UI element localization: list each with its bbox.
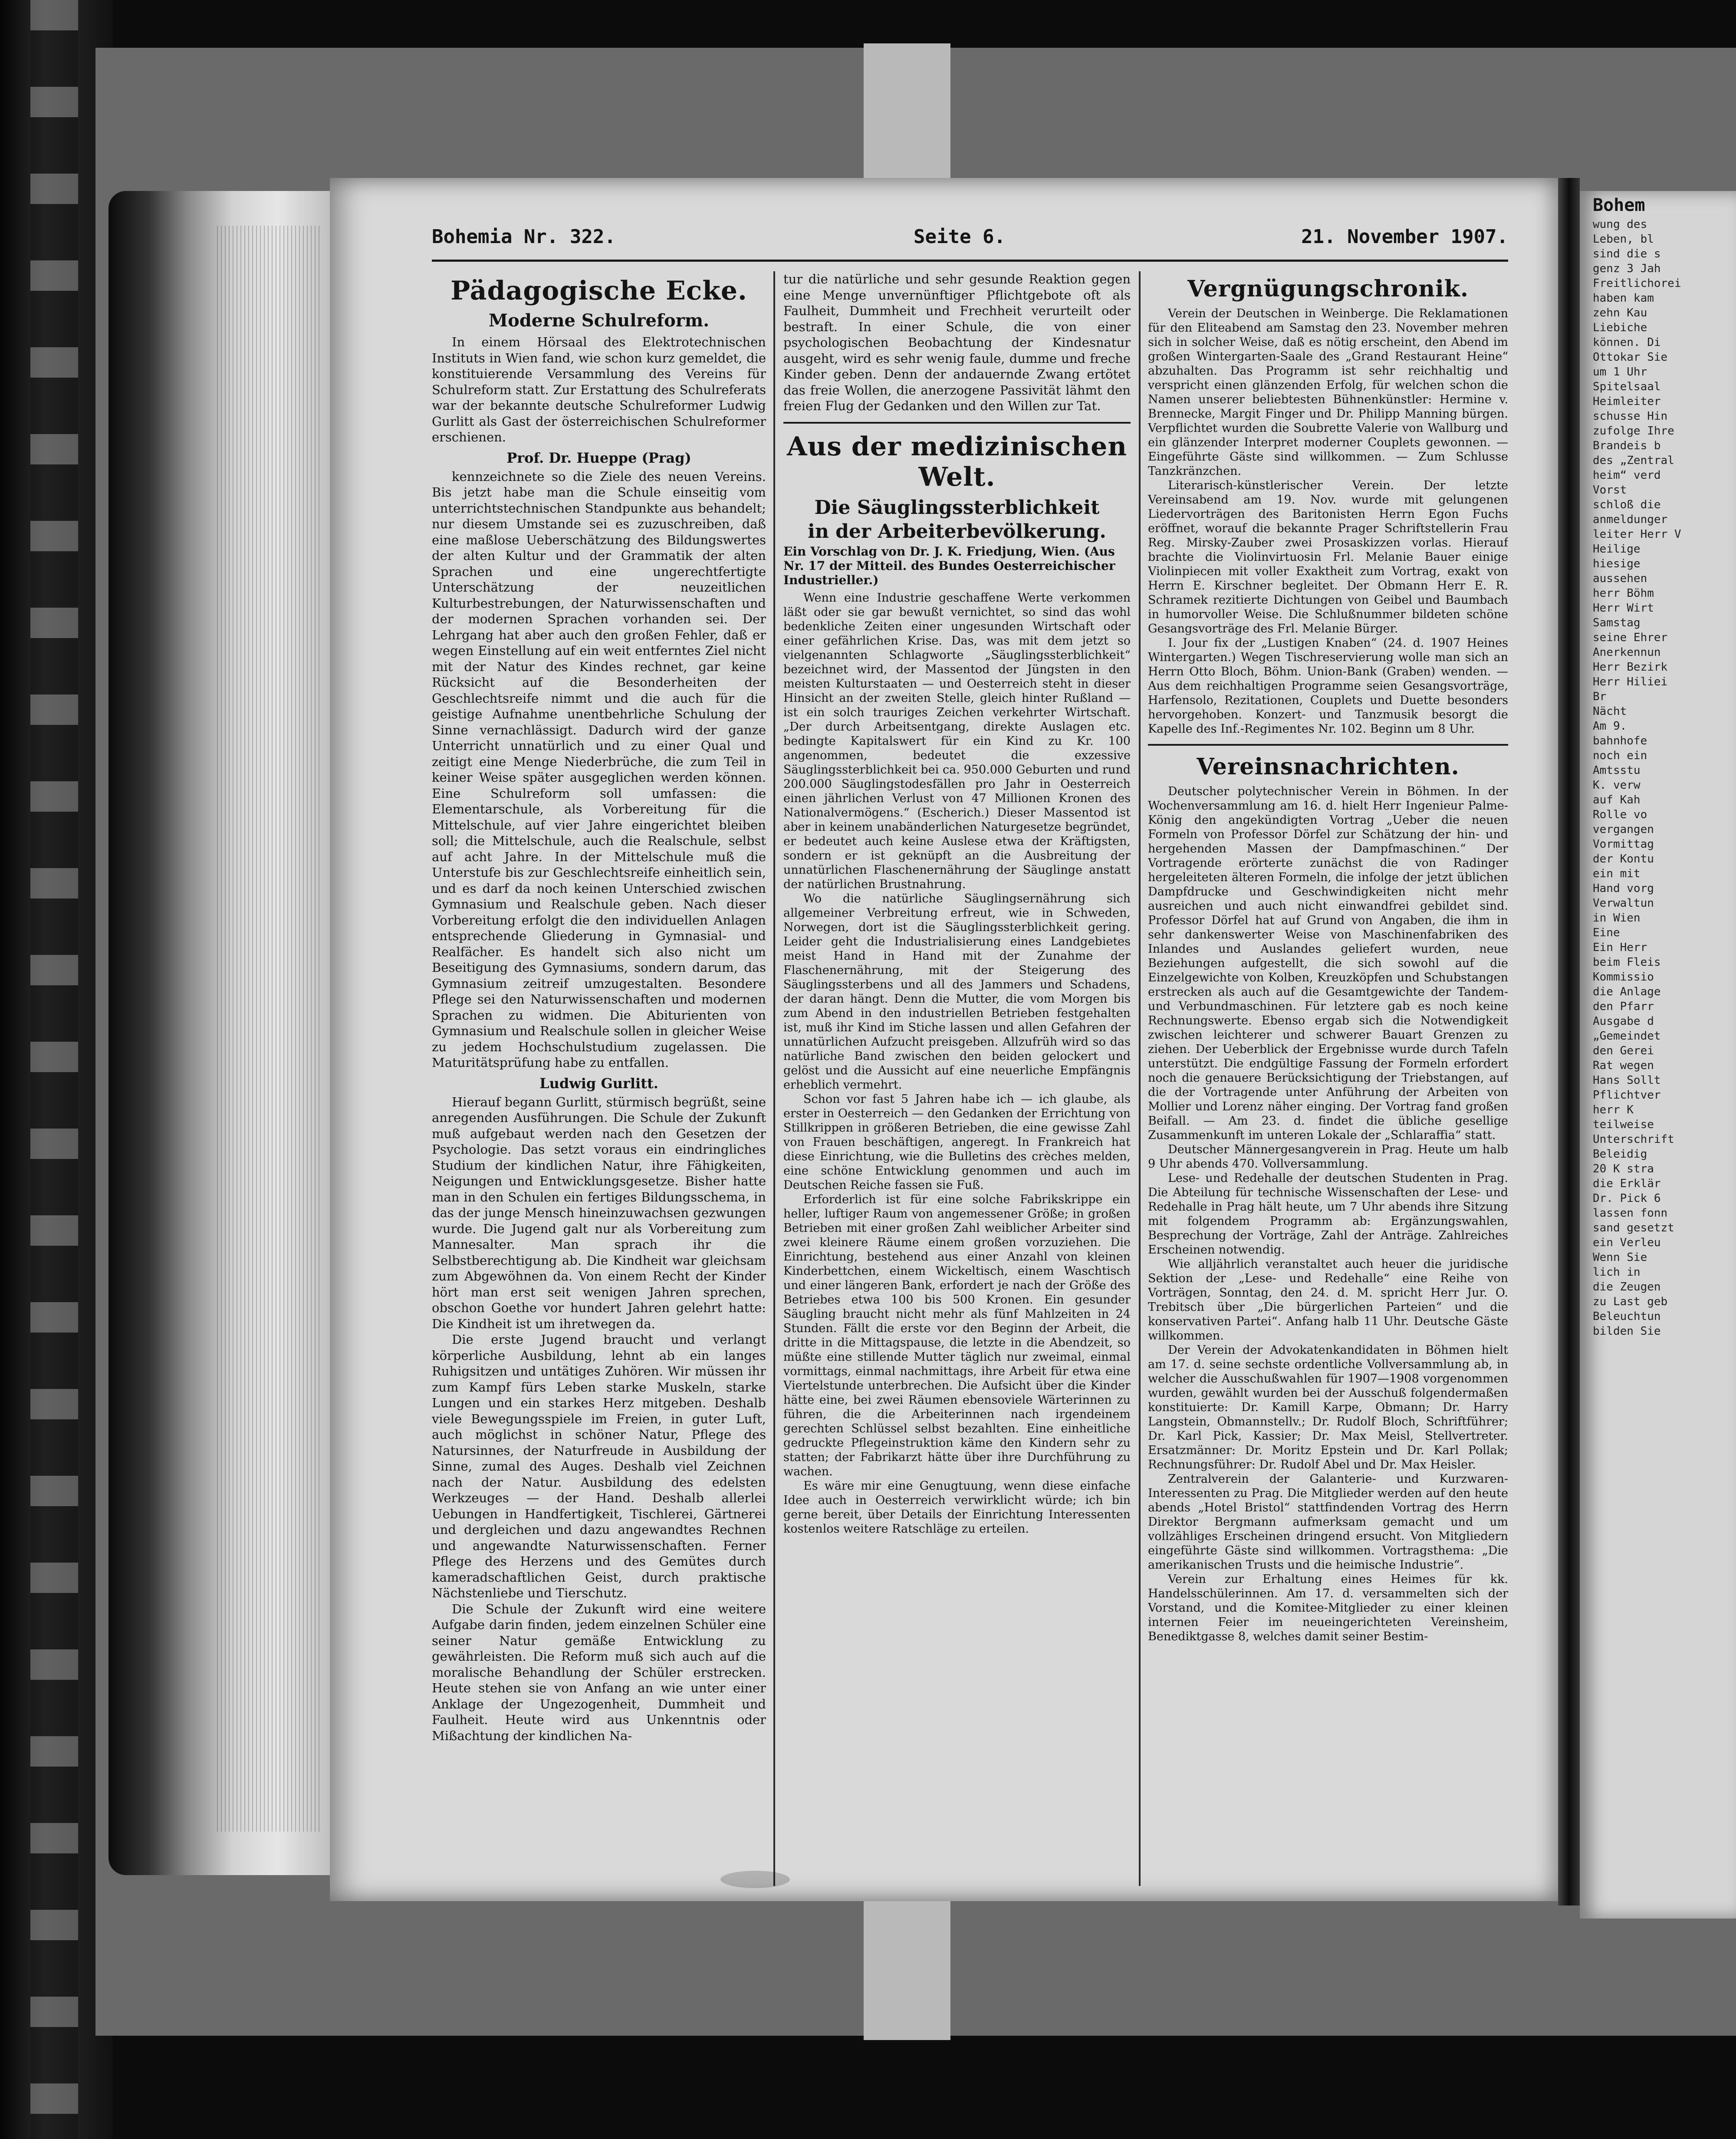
verein-item-2: Deutscher Männergesangverein in Prag. Heute um halb 9 Uhr abends 470. Vollversammlung.	[1148, 1143, 1508, 1171]
adjacent-page-line: um 1 Uhr	[1593, 365, 1647, 378]
adjacent-page-line: Herr Hiliei	[1593, 675, 1668, 688]
adjacent-page-line: Ein Herr	[1593, 941, 1647, 954]
adjacent-page-line: genz 3 Jah	[1593, 262, 1661, 275]
header-page-number: Seite 6.	[914, 226, 1006, 248]
adjacent-page-line: bahnhofe	[1593, 734, 1647, 747]
adjacent-page-line: ein Verleu	[1593, 1236, 1661, 1249]
adjacent-page-line: wung des	[1593, 218, 1647, 231]
adjacent-page-line: heim“ verd	[1593, 469, 1661, 482]
adjacent-page-line: Unterschrift	[1593, 1133, 1674, 1146]
book-gutter	[1558, 178, 1580, 1905]
section-title-vergnuegung: Vergnügungschronik.	[1187, 276, 1469, 302]
adjacent-page-line: in Wien	[1593, 912, 1641, 925]
adjacent-page-line: der Kontu	[1593, 852, 1654, 865]
adjacent-page-line: Kommissio	[1593, 971, 1654, 984]
adjacent-page-line: Ottokar Sie	[1593, 351, 1668, 364]
vergnuegung-item-1: Verein der Deutschen in Weinberge. Die Reklamationen für den Eliteabend am Samstag den 23. November mehren sich in solcher Weise, daß es nötig erscheint, den Abend im großen Wintergarten-Saale des „Grand Restaurant Heine“ abzuhalten. Das Programm ist sehr reichhaltig und verspricht einen glänzenden Erfolg, für welchen schon die Namen unserer beliebtesten Bühnenkünstler: Hermine v. Brennecke, Margit Finger und Dr. Philipp Manning bürgen. Verpflichtet wurden die Soubrette Valerie von Wallburg und ein glänzender Interpret moderner Couplets gewonnen. — Eingeführte Gäste sind willkommen. — Zum Schlusse Tanzkränzchen.	[1148, 307, 1508, 478]
header-rule	[432, 260, 1508, 262]
speaker-heading-hueppe: Prof. Dr. Hueppe (Prag)	[506, 449, 691, 466]
adjacent-page-text	[1593, 217, 1732, 1339]
speech-gurlitt-3: Die Schule der Zukunft wird eine weitere Aufgabe darin finden, jedem einzelnen Schüler eine seiner Natur gemäße Entwicklung zu gewährleisten. Die Reform muß sich auch auf die moralische Behandlung der Schüler erstrecken. Heute stehen sie von Anfang an wie unter einer Anklage der Ungezogenheit, Dummheit und Faulheit. Heute wird aus Unkenntnis oder Mißachtung der kindlichen Na-	[432, 1601, 766, 1743]
adjacent-page-line: Anerkennun	[1593, 646, 1661, 659]
adjacent-page-line: Ausgabe d	[1593, 1015, 1654, 1028]
adjacent-page-line: herr Böhm	[1593, 587, 1654, 600]
article-intro: In einem Hörsaal des Elektrotechnischen Instituts in Wien fand, wie schon kurz gemeldet, die konstituierende Versammlung des Vereins für Schulreform statt. Zur Erstattung des Schulreferats war der bekannte deutsche Schulreformer Ludwig Gurlitt als Gast der österreichischen Schulreformer erschienen.	[432, 335, 766, 444]
adjacent-page-line: noch ein	[1593, 749, 1647, 762]
adjacent-page-line: anmeldunger	[1593, 513, 1668, 526]
vergnuegung-item-2: Literarisch-künstlerischer Verein. Der letzte Vereinsabend am 19. Nov. wurde mit gelungenen Liedervorträgen des Baritonisten Herrn Egon Fuchs eröffnet, worauf die bekannte Prager Schriftstellerin Frau Reg. Mirsky-Zauber zwei Prosaskizzen vorlas. Hierauf brachte die Violinvirtuosin Frl. Melanie Bauer einige Violinpiecen mit voller Exaktheit zum Vortrag, exakt von Herrn E. Kirschner begleitet. Der Obmann Herr E. R. Schramek rezitierte Dichtungen von Geibel und Baumbach in humorvoller Weise. Die Schlußnummer bildeten schöne Gesangsvorträge des Frl. Melanie Bürger.	[1148, 479, 1508, 635]
adjacent-page-line: schloß die	[1593, 498, 1661, 511]
adjacent-page-line: Vormittag	[1593, 838, 1654, 851]
adjacent-page	[1580, 191, 1736, 1919]
adjacent-page-line: Wenn Sie	[1593, 1251, 1647, 1264]
adjacent-page-line: Beleuchtun	[1593, 1310, 1661, 1323]
adjacent-page-line: die Anlage	[1593, 985, 1661, 998]
adjacent-page-line: auf Kah	[1593, 793, 1641, 806]
adjacent-page-line: beim Fleis	[1593, 956, 1661, 969]
adjacent-page-line: lassen fonn	[1593, 1207, 1668, 1220]
article-title-line-1: Die Säuglingssterblichkeit	[814, 496, 1100, 519]
adjacent-page-line: Spitelsaal	[1593, 380, 1661, 393]
adjacent-page-line: vergangen	[1593, 823, 1654, 836]
adjacent-page-line: leiter Herr V	[1593, 528, 1681, 541]
adjacent-page-line: Hand vorg	[1593, 882, 1654, 895]
paper-stain	[720, 1871, 790, 1888]
newspaper-page	[330, 178, 1558, 1901]
adjacent-page-line: den Gerei	[1593, 1044, 1654, 1057]
adjacent-page-line: „Gemeindet	[1593, 1030, 1661, 1043]
header-issue: Bohemia Nr. 322.	[432, 226, 616, 248]
adjacent-page-line: können. Di	[1593, 336, 1661, 349]
verein-item-4: Wie alljährlich veranstaltet auch heuer die juridische Sektion der „Lese- und Redehalle“ eine Reihe von Vorträgen, Sonntag, den 24. d. M. spricht Herr Jur. O. Trebitsch über „Die bürgerlichen Parteien“ und die konservativen Partei“. Anfang halb 11 Uhr. Deutsche Gäste willkommen.	[1148, 1257, 1508, 1343]
adjacent-page-line: die Erklär	[1593, 1177, 1661, 1190]
adjacent-page-line: Leben, bl	[1593, 233, 1654, 246]
adjacent-page-line: schusse Hin	[1593, 410, 1668, 423]
adjacent-page-line: haben kam	[1593, 292, 1654, 305]
adjacent-page-header: Bohem	[1593, 195, 1645, 215]
adjacent-page-line: Amtsstu	[1593, 764, 1641, 777]
adjacent-page-line: Heimleiter	[1593, 395, 1661, 408]
medizin-paragraph-5: Es wäre mir eine Genugtuung, wenn diese einfache Idee auch in Oesterreich verwirklicht würde; ich bin gerne bereit, über Details der Einrichtung Interessenten kostenlos weitere Ratschläge zu erteilen.	[783, 1479, 1131, 1536]
medizin-paragraph-4: Erforderlich ist für eine solche Fabrikskrippe ein heller, luftiger Raum von angemessener Größe; in großen Betrieben mit einer großen Zahl weiblicher Arbeiter sind zwei kleinere Räume einem großen vorzuziehen. Die Einrichtung, bestehend aus einer Anzahl von kleinen Kinderbettchen, einem Wickeltisch, einem Waschtisch und einer längeren Bank, erfordert je nach der Größe des Betriebes etwa 100 bis 500 Kronen. Ein gesunder Säugling braucht nicht mehr als fünf Mahlzeiten in 24 Stunden. Fällt die erste vor den Beginn der Arbeit, die dritte in die Mittagspause, die letzte in die Abendzeit, so müßte eine stillende Mutter täglich nur zweimal, einmal vormittags, einmal nachmittags, ihre Arbeit für etwa eine Viertelstunde unterbrechen. Die Aufsicht über die Kinder hätte eine, bei zwei Räumen ebensoviele Wärterinnen zu führen, die die Arbeiterinnen nach irgendeinem gerechten Schlüssel selbst bezahlten. Eine einheitliche gedruckte Pflegeinstruktion käme den Kindern sehr zu statten; der Fabrikarzt hätte über ihre Durchführung zu wachen.	[783, 1192, 1131, 1478]
adjacent-page-line: aussehen	[1593, 572, 1647, 585]
adjacent-page-line: Dr. Pick 6	[1593, 1192, 1661, 1205]
adjacent-page-line: Herr Bezirk	[1593, 661, 1668, 674]
adjacent-page-line: K. verw	[1593, 779, 1641, 792]
adjacent-page-line: Vorst	[1593, 484, 1627, 497]
adjacent-page-line: bilden Sie	[1593, 1325, 1661, 1338]
verein-item-1: Deutscher polytechnischer Verein in Böhmen. In der Wochenversammlung am 16. d. hielt Herr Ingenieur Palme-König den angekündigten Vortrag „Ueber die neuen Formeln von Professor Dörfel zur Schätzung der hin- und hergehenden Massen der Dampfmaschinen.“ Der Vortragende erörterte zunächst die von Radinger hergeleiteten älteren Formeln, die infolge der jetzt üblichen Dampfdrucke und Geschwindigkeiten nicht mehr ausreichen und auch nicht einwandfrei gebildet sind. Professor Dörfel hat auf Grund von Angaben, die ihm in sehr dankenswerter Weise von Maschinenfabriken des Inlandes und Auslandes geliefert wurden, neue Beziehungen aufgestellt, die sich sowohl auf die Einzelgewichte von Kolben, Kreuzköpfen und Schubstangen erstrecken als auch auf die Gesamtgewichte der Tandem- und Verbundmaschinen. Für letztere gab es noch keine Rechnungswerte. Ebenso ergab sich die Notwendigkeit zwischen leichterer und schwerer Bauart Grenzen zu ziehen. Der Ueberblick der Ergebnisse wurde durch Tafeln unterstützt. Die endgültige Fassung der Formeln erfordert noch die genauere Berücksichtigung der Triebstangen, auf die der Vortragende unter Anführung der Arbeiten von Mollier und Lorenz näher einging. Der Vortrag fand großen Beifall. — Am 23. d. findet die übliche gesellige Zusammenkunft im unteren Lokale der „Schlaraffia“ statt.	[1148, 785, 1508, 1142]
adjacent-page-line: Verwaltun	[1593, 897, 1654, 910]
adjacent-page-line: Eine	[1593, 926, 1620, 939]
article-title-schulreform: Moderne Schulreform.	[488, 310, 710, 331]
column-rule-2	[1139, 271, 1141, 1886]
article-byline: Ein Vorschlag von Dr. J. K. Friedjung, Wien. (Aus Nr. 17 der Mitteil. des Bundes Oesterreichischer Industrieller.)	[783, 544, 1115, 587]
adjacent-page-line: Brandeis b	[1593, 439, 1661, 452]
verein-item-7: Verein zur Erhaltung eines Heimes für kk. Handelsschülerinnen. Am 17. d. versammelten sich der Vorstand, und die Komitee-Mitglieder zu einer kleinen internen Feier im neueingerichteten Vereinsheim, Benediktgasse 8, welches damit seiner Bestim-	[1148, 1573, 1508, 1643]
adjacent-page-line: 20 K stra	[1593, 1162, 1654, 1175]
column-1	[432, 271, 766, 1886]
adjacent-page-line: Beleidig	[1593, 1148, 1647, 1161]
section-title-vereinsnachrichten: Vereinsnachrichten.	[1197, 754, 1460, 780]
adjacent-page-line: Pflichtver	[1593, 1089, 1661, 1102]
header-date: 21. November 1907.	[1301, 226, 1508, 248]
adjacent-page-line: teilweise	[1593, 1118, 1654, 1131]
adjacent-page-line: herr K	[1593, 1103, 1634, 1116]
speech-hueppe: kennzeichnete so die Ziele des neuen Vereins. Bis jetzt habe man die Schule einseitig vom unterrichtstechnischen Standpunkte aus behandelt; nur diesem Umstande sei es zuzuschreiben, daß eine maßlose Ueberschätzung des Bildungswertes der alten Kultur und der Grammatik der alten Sprachen und eine ungerechtfertigte Unterschätzung der neuzeitlichen Kulturbestrebungen, der Naturwissenschaften und der modernen Sprachen vorhanden sei. Der Lehrgang hat aber auch den großen Fehler, daß er wegen Einstellung auf ein weit entferntes Ziel nicht mit der Natur des Kindes rechnet, gar keine Rücksicht auf die Besonderheiten der Geschlechtsreife nimmt und die auch für die geistige Aufnahme unentbehrliche Schulung der Sinne vernachlässigt. Dadurch wird der ganze Unterricht unnatürlich und zu einer Qual und zeitigt eine Menge Niederbrüche, die zum Teil in keiner Weise später ausgeglichen werden können. Eine Schulreform soll umfassen: die Elementarschule, als Vorbereitung für die Mittelschule, auf vier Jahre eingerichtet bleiben soll; die Mittelschule, auch die Realschule, selbst auf acht Jahre. In der Mittelschule muß die Unterstufe bis zur Geschlechtsreife einheitlich sein, und es darf da noch keinen Unterschied zwischen Gymnasium und Realschule geben. Nach dieser Vorbereitung erfolgt die den individuellen Anlagen entsprechende Gliederung in Gymnasial- und Realfächer. Es handelt sich also nicht um Beseitigung des Gymnasiums, sondern darum, das Gymnasium zeitreif umzugestalten. Besondere Pflege sei den Naturwissenschaften und modernen Sprachen zu widmen. Die Abiturienten von Gymnasium und Realschule sollen in gleicher Weise zu jedem Hochschulstudium zugelassen. Die Maturitätsprüfung habe zu entfallen.	[432, 469, 766, 1070]
adjacent-page-line: Br	[1593, 690, 1607, 703]
article-title-line-2: in der Arbeiterbevölkerung.	[808, 520, 1106, 543]
running-header	[432, 226, 1508, 256]
column-2	[783, 271, 1131, 1886]
adjacent-page-line: Nächt	[1593, 705, 1627, 718]
adjacent-page-line: zufolge Ihre	[1593, 425, 1674, 438]
adjacent-page-line: sind die s	[1593, 247, 1661, 260]
section-title-paedagogik: Pädagogische Ecke.	[450, 276, 747, 306]
adjacent-page-line: Samstag	[1593, 616, 1641, 629]
vergnuegung-item-3: I. Jour fix der „Lustigen Knaben“ (24. d. 1907 Heines Wintergarten.) Wegen Tischreservierung wolle man sich an Herrn Otto Bloch, Böhm. Union-Bank (Graben) wenden. — Aus dem reichhaltigen Programme seien Gesangsvorträge, Harfensolo, Rezitationen, Couplets und Duette besonders hervorgehoben. Konzert- und Tanzmusik besorgt die Kapelle des Inf.-Regimentes Nr. 102. Beginn um 8 Uhr.	[1148, 636, 1508, 736]
speech-gurlitt-1: Hierauf begann Gurlitt, stürmisch begrüßt, seine anregenden Ausführungen. Die Schule der Zukunft muß aufgebaut werden nach den Gesetzen der Psychologie. Das setzt voraus ein eindringliches Studium der kindlichen Natur, ihre Fähigkeiten, Neigungen und Entwicklungsgesetze. Bisher hatte man in den Schulen ein fertiges Bildungsschema, in das der junge Mensch hineinzuwachsen gezwungen wurde. Die Jugend galt nur als Vorbereitung zum Mannesalter. Man sprach ihr die Selbstberechtigung ab. Die Kindheit war gleichsam zum Abgewöhnen da. Von einem Recht der Kinder hört man erst seit wenigen Jahren sprechen, obschon Goethe vor hundert Jahren gelehrt hatte: Die Kindheit ist um ihretwegen da.	[432, 1094, 766, 1331]
adjacent-page-line: den Pfarr	[1593, 1000, 1654, 1013]
speech-gurlitt-2: Die erste Jugend braucht und verlangt körperliche Ausbildung, lehnt ab ein langes Ruhigsitzen und untätiges Zuhören. Wir müssen ihr zum Kampf fürs Leben starke Muskeln, starke Lungen und ein starkes Herz mitgeben. Deshalb viele Bewegungsspiele im Freien, in guter Luft, auch möglichst in schöner Natur, Pflege des Natursinnes, der Naturfreude in Ausbildung der Sinne, zumal des Auges. Deshalb viel Zeichnen nach der Natur. Ausbildung des edelsten Werkzeuges — der Hand. Deshalb allerlei Uebungen in Handfertigkeit, Tischlerei, Gärtnerei und dergleichen und dazu angewandtes Rechnen und angewandte Naturwissenschaften. Ferner Pflege des Herzens und des Gemütes durch kameradschaftlichen Geist, durch praktische Nächstenliebe und Tierschutz.	[432, 1332, 766, 1600]
section-title-medizin: Aus der medizinischen Welt.	[787, 431, 1127, 492]
adjacent-page-line: Hans Sollt	[1593, 1074, 1661, 1087]
adjacent-page-line: Rolle vo	[1593, 808, 1647, 821]
adjacent-page-line: Am 9.	[1593, 720, 1627, 733]
book-page-stack-lines	[217, 226, 321, 1832]
film-sprocket-marks	[30, 0, 78, 2139]
schulreform-continuation: tur die natürliche und sehr gesunde Reaktion gegen eine Menge unvernünftiger Pflichtgebote oft als Faulheit, Dummheit und Frechheit verurteilt oder bestraft. In einer Schule, die von einer psychologischen Beobachtung der Kindesnatur ausgeht, wird es sehr wenig faule, dumme und freche Kinder geben. Denn der andauernde Zwang ertötet das freie Wollen, die anerzogene Passivität lähmt den freien Flug der Gedanken und den Willen zur Tat.	[783, 272, 1131, 413]
adjacent-page-line: zehn Kau	[1593, 306, 1647, 319]
adjacent-page-line: Freitlichorei	[1593, 277, 1681, 290]
adjacent-page-line: Liebiche	[1593, 321, 1647, 334]
adjacent-page-line: seine Ehrer	[1593, 631, 1668, 644]
verein-item-3: Lese- und Redehalle der deutschen Studenten in Prag. Die Abteilung für technische Wissenschaften der Lese- und Redehalle in Prag hält heute, um 7 Uhr abends ihre Sitzung mit folgendem Programm ab: Ergänzungswahlen, Besprechung der Vorträge, Zahl der Anträge. Zahlreiches Erscheinen notwendig.	[1148, 1172, 1508, 1257]
medizin-paragraph-3: Schon vor fast 5 Jahren habe ich — ich glaube, als erster in Oesterreich — den Gedanken der Errichtung von Stillkrippen in größeren Betrieben, die eine gewisse Zahl von Frauen beschäftigen, angeregt. In Frankreich hat diese Einrichtung, wie die Bulletins des crèches melden, eine schöne Entwicklung genommen und auch im Deutschen Reiche fassen sie Fuß.	[783, 1092, 1131, 1192]
adjacent-page-line: Heilige	[1593, 543, 1641, 556]
verein-item-6: Zentralverein der Galanterie- und Kurzwaren-Interessenten zu Prag. Die Mitglieder werden auf den heute abends „Hotel Bristol“ stattfindenden Vortrag des Herrn Direktor Bergmann aufmerksam gemacht und um vollzähliges Erscheinen dringend ersucht. Von Mitgliedern eingeführte Gäste sind willkommen. Vortragsthema: „Die amerikanischen Trusts und die heimische Industrie“.	[1148, 1472, 1508, 1572]
adjacent-page-line: ein mit	[1593, 867, 1641, 880]
medizin-paragraph-1: Wenn eine Industrie geschaffene Werte verkommen läßt oder sie gar bewußt vernichtet, so sind das wohl bedenkliche Zeiten einer ungesunden Wirtschaft oder einer gefährlichen Krise. Das, was mit dem jetzt so vielgenannten Schlagworte „Säuglingssterblichkeit“ bezeichnet wird, der Massentod der Jüngsten in den meisten Kulturstaaten — und Oesterreich steht in dieser Hinsicht an der zweiten Stelle, gleich hinter Rußland — ist ein solch trauriges Zeichen verkehrter Wirtschaft. „Der durch Arbeitsentgang, direkte Auslagen etc. bedingte Kapitalswert für ein Kind zu Kr. 100 angenommen, bedeutet die exzessive Säuglingssterblichkeit bei ca. 950.000 Geburten und rund 200.000 Säuglingstodesfällen pro Jahr in Oesterreich einen jährlichen Verlust von 47 Millionen Kronen des Nationalvermögens.“ (Escherich.) Dieser Massentod ist aber in keinem unabänderlichen Naturgesetze begründet, er bedeutet auch keine Auslese etwa der Kräftigsten, sondern er ist geknüpft an die Ausbreitung der unnatürlichen Flaschenernährung der Säuglinge anstatt der natürlichen Brustnahrung.	[783, 591, 1131, 891]
adjacent-page-line: des „Zentral	[1593, 454, 1674, 467]
column-3	[1148, 271, 1508, 1886]
adjacent-page-line: zu Last geb	[1593, 1295, 1668, 1308]
adjacent-page-line: sand gesetzt	[1593, 1221, 1674, 1234]
adjacent-page-line: Herr Wirt	[1593, 602, 1654, 615]
section-divider-2	[1148, 744, 1508, 746]
section-divider	[783, 422, 1131, 424]
adjacent-page-line: hiesige	[1593, 557, 1641, 570]
medizin-paragraph-2: Wo die natürliche Säuglingsernährung sich allgemeiner Verbreitung erfreut, wie in Schweden, Norwegen, dort ist die Säuglingssterblichkeit gering. Leider geht die Industrialisierung eines Landgebietes meist Hand in Hand mit der Zunahme der Flaschenernährung, mit der Steigerung des Säuglingssterbens und all des Jammers und Schadens, der daran hängt. Denn die Mutter, die vom Morgen bis zum Abend in den industriellen Betrieben festgehalten ist, muß ihr Kind im Stiche lassen und allen Gefahren der unnatürlichen Aufzucht preisgeben. Allzufrüh wird so das natürliche Band zwischen den beiden gelockert und gelöst und die Aussicht auf eine neuerliche Empfängnis erheblich vermehrt.	[783, 892, 1131, 1092]
adjacent-page-line: Rat wegen	[1593, 1059, 1654, 1072]
column-rule-1	[773, 271, 775, 1886]
verein-item-5: Der Verein der Advokatenkandidaten in Böhmen hielt am 17. d. seine sechste ordentliche Vollversammlung ab, in welcher die Ausschußwahlen für 1907—1908 vorgenommen wurden, gewählt wurden bei der Ausschuß folgendermaßen konstituierte: Dr. Kamill Karpe, Obmann; Dr. Harry Langstein, Obmannstellv.; Dr. Rudolf Bloch, Schriftführer; Dr. Karl Pick, Kassier; Dr. Max Meisl, Stellvertreter. Ersatzmänner: Dr. Moritz Epstein und Dr. Karl Pollak; Rechnungsführer: Dr. Rudolf Abel und Dr. Max Heisler.	[1148, 1343, 1508, 1471]
adjacent-page-line: die Zeugen	[1593, 1280, 1661, 1293]
adjacent-page-line: lich in	[1593, 1266, 1641, 1279]
speaker-heading-gurlitt: Ludwig Gurlitt.	[539, 1075, 658, 1092]
